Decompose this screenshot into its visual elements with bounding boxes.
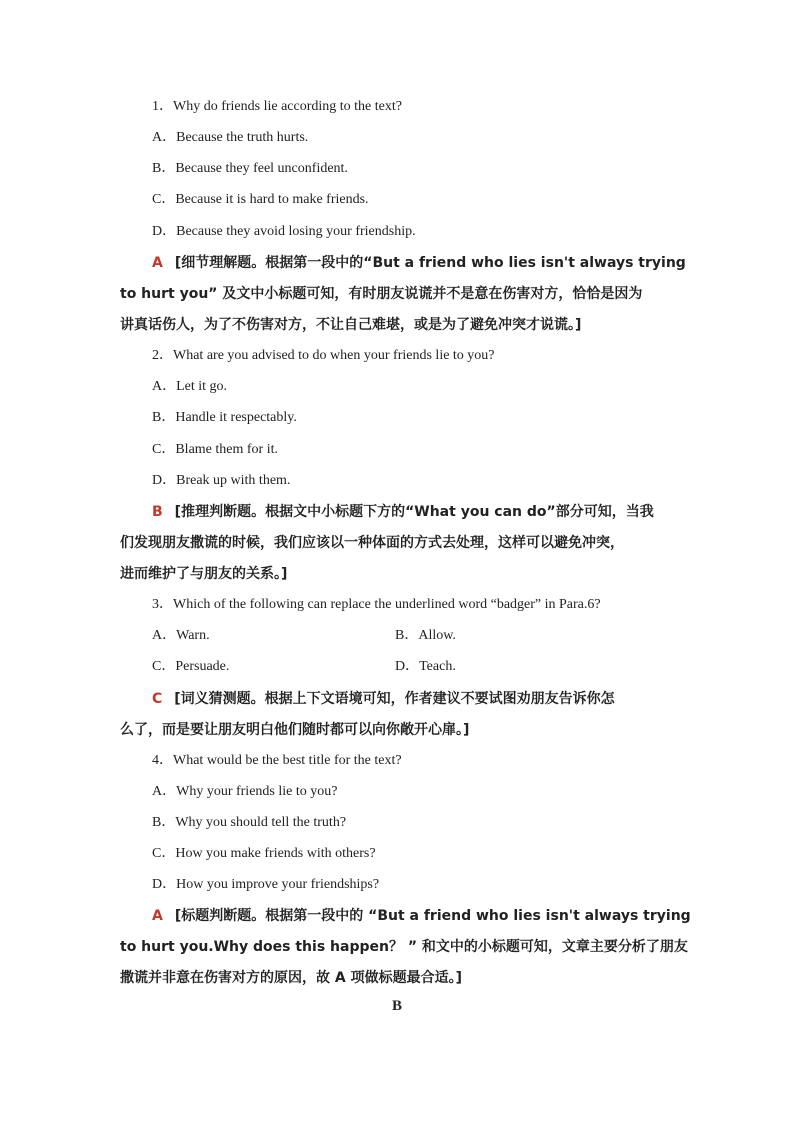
question-3-analysis-line-2: 么了，而是要让朋友明白他们随时都可以向你敞开心扉。]: [120, 722, 470, 738]
question-3-answer-key: C: [152, 691, 163, 707]
question-1-option-b: B．Because they feel unconfident.: [152, 161, 348, 176]
question-2-option-d: D．Break up with them.: [152, 473, 291, 488]
question-4-option-c: C．How you make friends with others?: [152, 846, 376, 861]
question-2-option-b: B．Handle it respectably.: [152, 410, 297, 425]
question-2-analysis-line-2: 们发现朋友撒谎的时候，我们应该以一种体面的方式去处理，这样可以避免冲突，: [120, 535, 624, 551]
question-2-answer-key: B: [152, 504, 163, 520]
question-1-analysis-line-2: to hurt you” 及文中小标题可知，有时朋友说谎并不是意在伤害对方，恰恰是因为: [120, 286, 643, 302]
question-2-option-c: C．Blame them for it.: [152, 442, 278, 457]
question-3-option-c: C．Persuade.: [152, 659, 230, 674]
question-4-analysis-line-3: 撒谎并非意在伤害对方的原因，故 A 项做标题最合适。]: [120, 970, 462, 986]
question-1-analysis-line-1: A [细节理解题。根据第一段中的“But a friend who lies isn't always trying: [152, 255, 686, 271]
question-2-analysis-line-1: B [推理判断题。根据文中小标题下方的“What you can do”部分可知，当我: [152, 504, 654, 520]
question-2-option-a: A．Let it go.: [152, 379, 228, 394]
question-3-analysis-line-1: C [词义猜测题。根据上下文语境可知，作者建议不要试图劝朋友告诉你怎: [152, 691, 615, 707]
question-1-stem: 1．Why do friends lie according to the text?: [152, 99, 402, 114]
question-1-option-c: C．Because it is hard to make friends.: [152, 192, 369, 207]
question-3-option-b: B．Allow.: [395, 628, 456, 643]
question-2-stem: 2．What are you advised to do when your friends lie to you?: [152, 348, 495, 363]
question-4-answer-key: A: [152, 908, 163, 924]
question-1-analysis-line-3: 讲真话伤人，为了不伤害对方，不让自己难堪，或是为了避免冲突才说谎。]: [120, 317, 582, 333]
question-4-analysis-line-2: to hurt you.Why does this happen？ ” 和文中的小标题可知，文章主要分析了朋友: [120, 939, 688, 955]
question-4-option-b: B．Why you should tell the truth?: [152, 815, 347, 830]
question-2-analysis-line-3: 进而维护了与朋友的关系。]: [120, 566, 288, 582]
question-1-option-d: D．Because they avoid losing your friendship.: [152, 224, 416, 239]
question-4-analysis-line-1: A [标题判断题。根据第一段中的 “But a friend who lies isn't always trying: [152, 908, 691, 924]
question-3-stem: 3．Which of the following can replace the underlined word “badger” in Para.6?: [152, 597, 601, 612]
question-3-option-a: A．Warn.: [152, 628, 210, 643]
question-4-stem: 4．What would be the best title for the text?: [152, 753, 402, 768]
question-3-option-d: D．Teach.: [395, 659, 456, 674]
question-1-option-a: A．Because the truth hurts.: [152, 130, 309, 145]
question-4-option-a: A．Why your friends lie to you?: [152, 784, 338, 799]
question-1-answer-key: A: [152, 255, 163, 271]
section-mark: B: [391, 998, 402, 1014]
question-4-option-d: D．How you improve your friendships?: [152, 877, 380, 892]
